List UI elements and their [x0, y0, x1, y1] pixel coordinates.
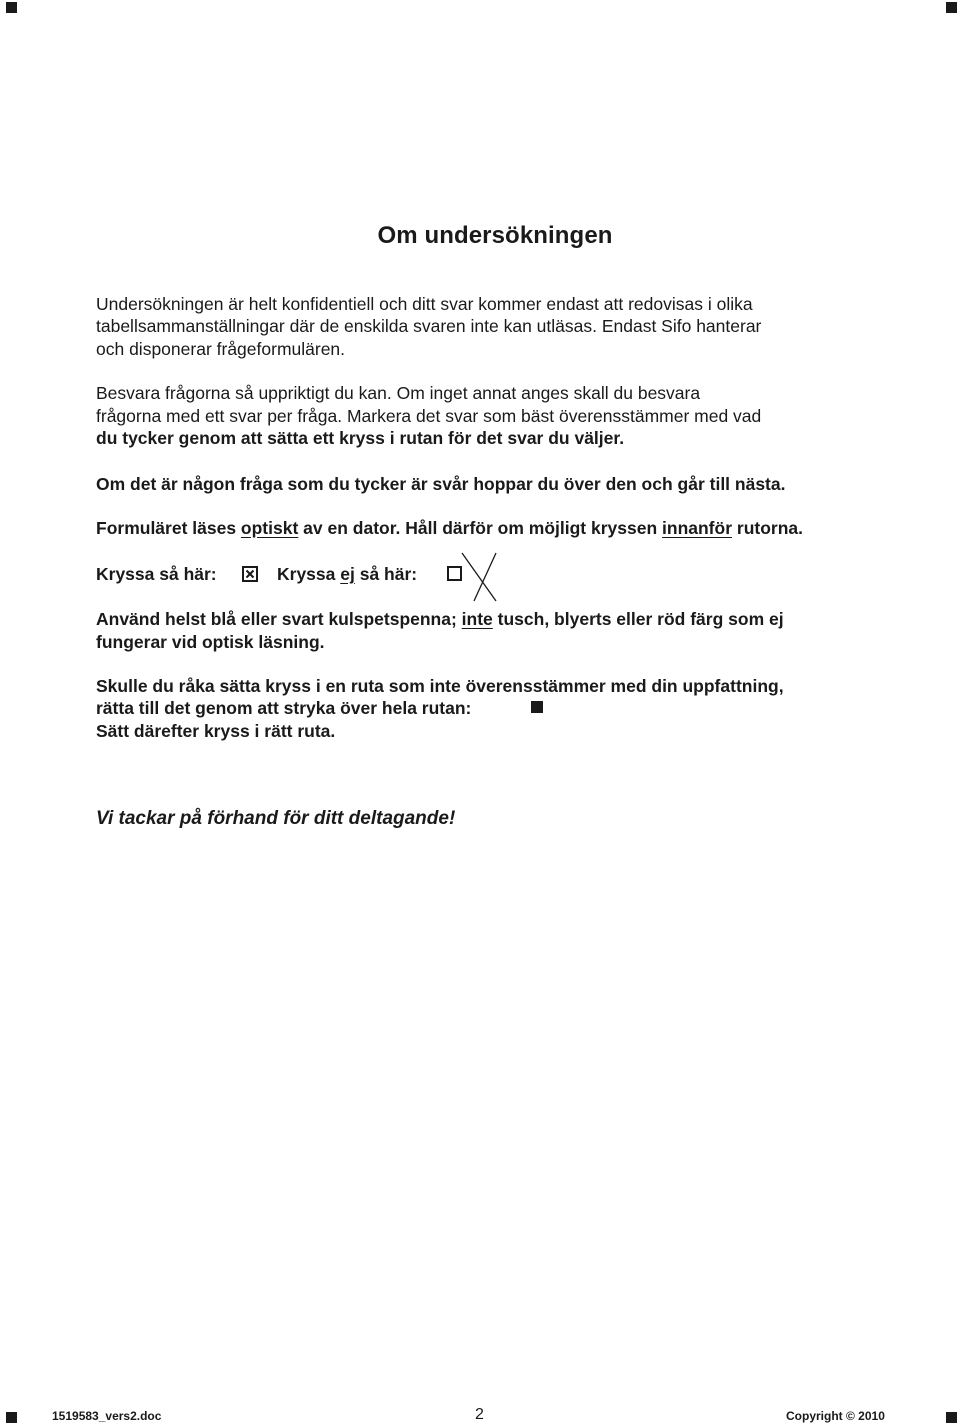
page-title: Om undersökningen	[377, 222, 613, 249]
para4-text2: av en dator. Håll därför om möjligt kryssen	[298, 518, 663, 538]
para2-line3: du tycker genom att sätta ett kryss i rutan för det svar du väljer.	[96, 428, 625, 448]
para4-text1: Formuläret läses	[96, 518, 241, 538]
para2-line1: Besvara frågorna så uppriktigt du kan. Om inget annat anges skall du besvara	[96, 383, 701, 403]
para3: Om det är någon fråga som du tycker är svår hoppar du över den och går till nästa.	[96, 474, 786, 494]
para5-text2: tusch, blyerts eller röd färg som ej	[492, 609, 784, 629]
para1-line3: och disponerar frågeformulären.	[96, 339, 346, 359]
example-wrong-label	[277, 563, 417, 585]
wrong-cross-example-icon	[446, 552, 500, 602]
para6-line3: Sätt därefter kryss i rätt ruta.	[96, 721, 336, 741]
example-correct-label: Kryssa så här:	[96, 564, 217, 584]
registration-mark-top-left	[6, 2, 17, 13]
para4-underlined-innanfor: innanför	[662, 518, 733, 538]
thanks-text: Vi tackar på förhand för ditt deltagande!	[96, 808, 456, 829]
example-wrong-text1: Kryssa	[277, 564, 341, 584]
para5-line1	[96, 608, 784, 630]
filled-box-example-icon	[531, 701, 543, 713]
para2-line2: frågorna med ett svar per fråga. Markera det svar som bäst överensstämmer med vad	[96, 406, 762, 426]
para4-text3: rutorna.	[732, 518, 803, 538]
para1-line1: Undersökningen är helt konfidentiell och ditt svar kommer endast att redovisas i olika	[96, 294, 753, 314]
para1-line2: tabellsammanställningar där de enskilda svaren inte kan utläsas. Endast Sifo hanterar	[96, 316, 762, 336]
example-wrong-underlined: ej	[340, 564, 355, 584]
para5-underlined-inte: inte	[461, 609, 493, 629]
registration-mark-bottom-left	[6, 1412, 17, 1423]
footer-page-number: 2	[475, 1406, 484, 1423]
footer-filename: 1519583_vers2.doc	[52, 1409, 162, 1423]
para4	[96, 517, 803, 539]
para5-text1: Använd helst blå eller svart kulspetspenna;	[96, 609, 462, 629]
para4-underlined-optiskt: optiskt	[240, 518, 299, 538]
para6-line1: Skulle du råka sätta kryss i en ruta som inte överensstämmer med din uppfattning,	[96, 676, 784, 696]
registration-mark-top-right	[946, 2, 957, 13]
example-wrong-text2: så här:	[354, 564, 418, 584]
crossed-box-example-icon	[242, 566, 258, 582]
footer-copyright: Copyright © 2010	[786, 1409, 885, 1423]
registration-mark-bottom-right	[946, 1412, 957, 1423]
para5-line2: fungerar vid optisk läsning.	[96, 632, 325, 652]
para6-line2: rätta till det genom att stryka över hela rutan:	[96, 698, 472, 718]
